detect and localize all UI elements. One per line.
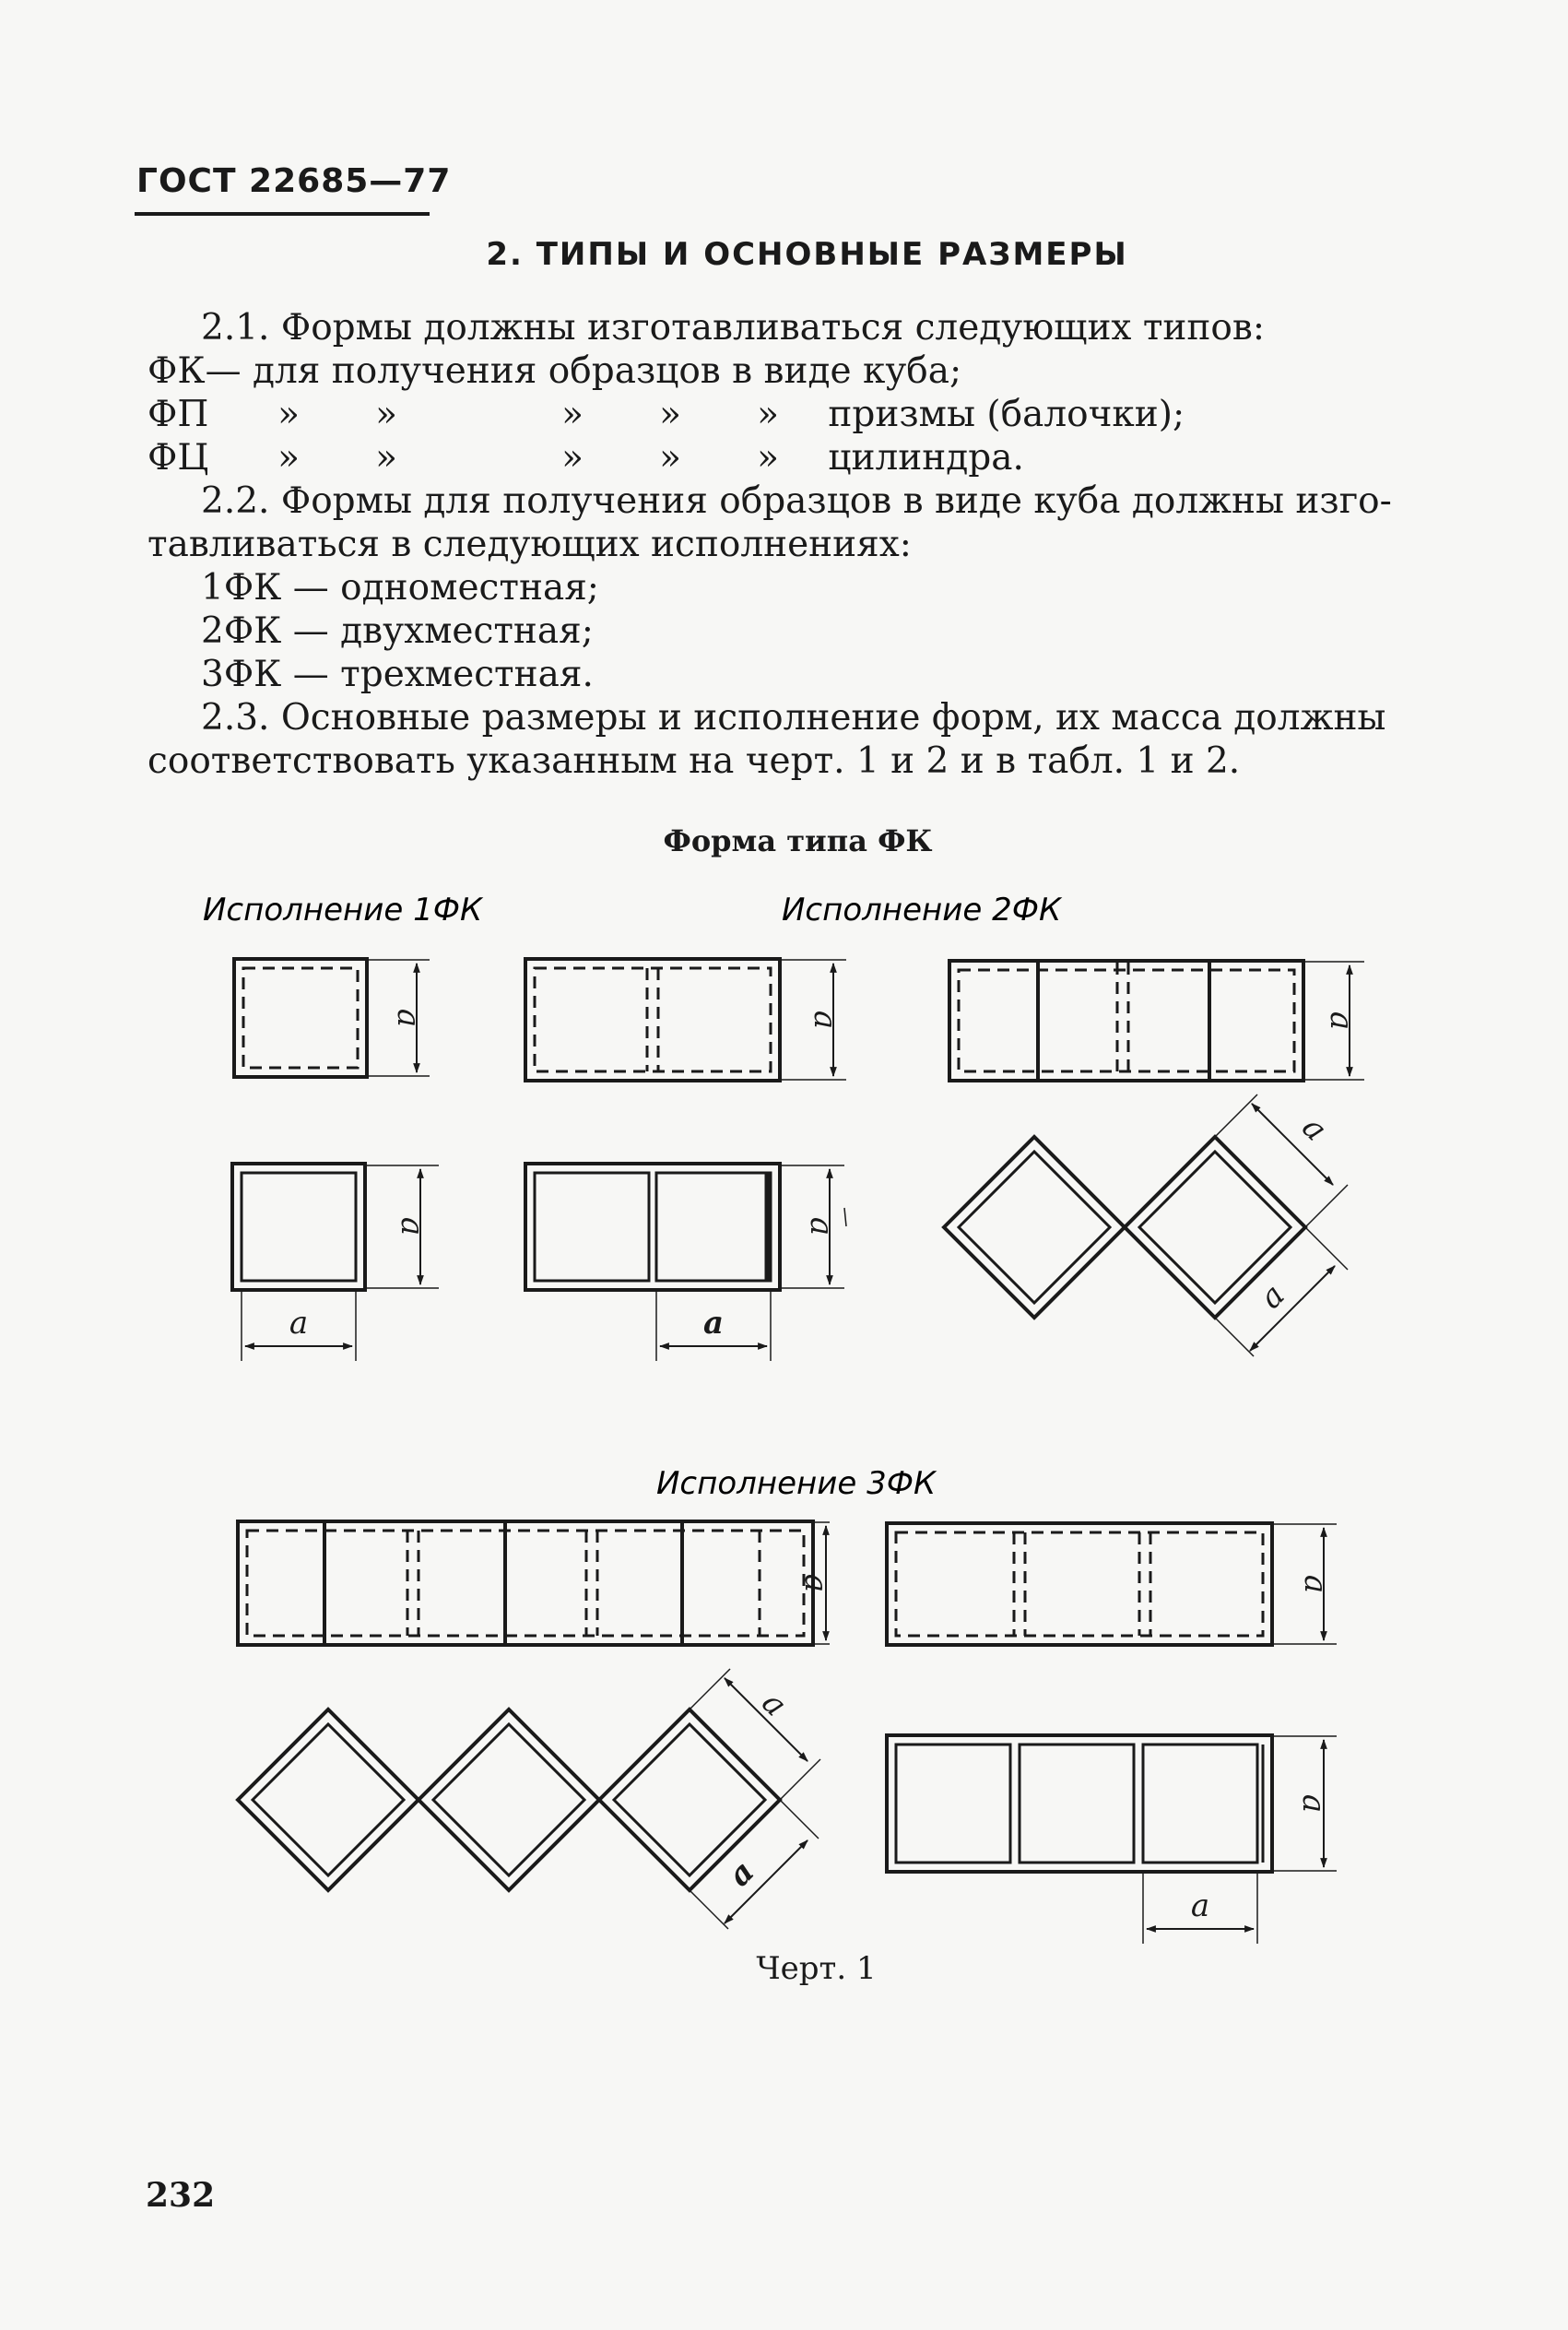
label-variant-2fk: Исполнение 2ФК: [782, 892, 1062, 928]
ditto-mark: »: [757, 437, 779, 479]
type-fc-desc: цилиндра.: [828, 437, 1024, 479]
ditto-mark: »: [375, 394, 397, 435]
mold-2fk-plan-b: [949, 961, 1303, 1081]
mold-3fk-plan-a: [238, 1521, 813, 1645]
dim-label-a: a: [754, 1684, 795, 1724]
dim-label-a: a: [803, 1216, 840, 1236]
dim-label-a: a: [1252, 1276, 1292, 1317]
mold-3fk-diamond: [238, 1709, 780, 1890]
dim-label-a: a: [702, 1305, 725, 1342]
mold-1fk-section: [232, 1164, 365, 1290]
ditto-mark: »: [375, 437, 397, 479]
dim-label-a: a: [797, 1573, 834, 1593]
type-fp-label: ФП: [147, 394, 209, 435]
dim-label-a: a: [289, 1305, 309, 1342]
ditto-mark: »: [757, 394, 779, 435]
clause-2-2-line1: 2.2. Формы для получения образцов в виде куба должны изго-: [201, 480, 1392, 522]
figure-title: Форма типа ФК: [663, 823, 933, 858]
dimension-3fk-diamond-edge-a: [690, 1669, 820, 1800]
label-variant-1fk: Исполнение 1ФК: [203, 892, 483, 928]
dim-label-a: a: [721, 1853, 762, 1895]
dim-label-a: a: [1190, 1887, 1210, 1924]
variant-3fk: 3ФК — трехместная.: [201, 654, 594, 695]
ditto-mark: »: [659, 394, 681, 435]
dim-label-a: a: [394, 1216, 430, 1236]
clause-2-3-line1: 2.3. Основные размеры и исполнение форм, их масса должны: [201, 697, 1386, 739]
variant-1fk: 1ФК — одноместная;: [201, 567, 599, 609]
figure-caption: Черт. 1: [756, 1950, 877, 1987]
mold-2fk-section: [525, 1164, 780, 1290]
type-fc-label: ФЦ: [147, 437, 209, 479]
type-fk-label: ФК: [147, 350, 206, 392]
mold-1fk-plan: [234, 959, 367, 1077]
ditto-mark: »: [277, 394, 300, 435]
ditto-mark: »: [277, 437, 300, 479]
type-fp-desc: призмы (балочки);: [828, 394, 1185, 435]
type-fk-desc: — для получения образцов в виде куба;: [205, 350, 962, 392]
ditto-mark: »: [659, 437, 681, 479]
mold-3fk-section: [887, 1735, 1272, 1872]
label-variant-3fk: Исполнение 3ФК: [656, 1465, 937, 1502]
standard-number: ГОСТ 22685—77: [136, 162, 452, 200]
section-title: 2. ТИПЫ И ОСНОВНЫЕ РАЗМЕРЫ: [486, 236, 1128, 273]
dim-label-a: a: [1294, 1108, 1335, 1149]
clause-2-1: 2.1. Формы должны изготавливаться следующих типов:: [201, 307, 1265, 349]
mold-2fk-diamond: [944, 1137, 1305, 1318]
dimension-2fk-diamond-edge-b: [1215, 1227, 1348, 1356]
page-number: 232: [146, 2176, 216, 2215]
dimension-2fk-diamond-edge-a: [1215, 1094, 1348, 1227]
dim-label-a: a: [390, 1008, 427, 1028]
mold-2fk-plan-a: [525, 959, 780, 1081]
mold-3fk-plan-b: [887, 1523, 1272, 1645]
dim-label-a: a: [1295, 1793, 1332, 1814]
ditto-mark: »: [561, 394, 584, 435]
dimension-3fk-diamond-edge-b: [690, 1800, 819, 1929]
variant-2fk: 2ФК — двухместная;: [201, 610, 594, 652]
clause-2-2-line2: тавливаться в следующих исполнениях:: [147, 524, 912, 565]
dim-label-a: a: [807, 1010, 843, 1030]
ditto-mark: »: [561, 437, 584, 479]
dim-label-a: a: [1323, 1011, 1360, 1031]
clause-2-3-line2: соответствовать указанным на черт. 1 и 2 и в табл. 1 и 2.: [147, 740, 1241, 782]
dim-label-a: a: [1297, 1574, 1334, 1594]
